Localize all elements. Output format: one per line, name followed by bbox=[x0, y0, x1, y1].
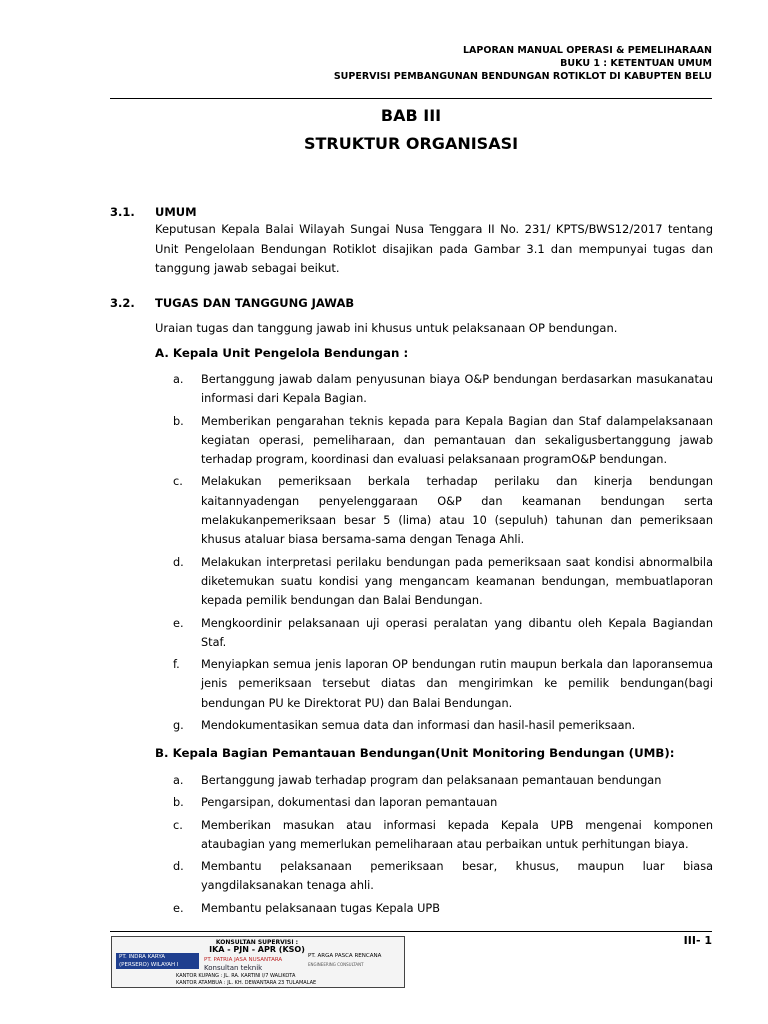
section-paragraph: Keputusan Kepala Balai Wilayah Sungai Nusa Tenggara II No. 231/ KPTS/BWS12/2017 tentang Unit Pengelolaan Bendungan Rotiklot disajikan pada Gambar 3.1 dan mempunyai tugas dan tanggung jawab sebagai beikut. bbox=[155, 222, 713, 275]
logo-heading: KONSULTAN SUPERVISI : bbox=[215, 939, 299, 946]
list-item bbox=[173, 553, 713, 611]
logo-addresses bbox=[176, 973, 316, 986]
list-item bbox=[173, 412, 713, 470]
consultant-logo bbox=[111, 936, 405, 988]
logo-indra-karya bbox=[116, 953, 199, 969]
chapter-title: STRUKTUR ORGANISASI bbox=[303, 134, 519, 153]
logo-company-name: PT. ARGA PASCA RENCANA bbox=[308, 953, 382, 959]
list-item bbox=[173, 793, 713, 812]
list-marker: c. bbox=[173, 818, 183, 832]
logo-patria-jasa bbox=[204, 957, 304, 971]
list-marker: f. bbox=[173, 658, 180, 672]
list-item-text: Bertanggung jawab terhadap program dan pelaksanaan pemantauan bendungan bbox=[201, 774, 662, 787]
logo-address-atambua: KANTOR ATAMBUA : JL. KH. DEWANTARA 23 TULAMALAE bbox=[176, 979, 317, 986]
list-item bbox=[173, 816, 713, 855]
logo-company-name: PT. INDRA KARYA bbox=[119, 954, 166, 960]
list-marker: e. bbox=[173, 901, 184, 915]
page-number: III- 1 bbox=[683, 934, 712, 947]
subsection-title: B. Kepala Bagian Pemantauan Bendungan(Unit Monitoring Bendungan (UMB): bbox=[155, 746, 675, 760]
list-marker: b. bbox=[173, 796, 184, 810]
list-item-text: Membantu pelaksanaan tugas Kepala UPB bbox=[201, 901, 440, 915]
section-title: UMUM bbox=[155, 205, 197, 219]
header-project-title: SUPERVISI PEMBANGUNAN BENDUNGAN ROTIKLOT DI KABUPTEN BELU bbox=[333, 71, 712, 82]
list-marker: e. bbox=[173, 616, 184, 630]
list-item-text: Melakukan interpretasi perilaku bendungan pada pemeriksaan saat kondisi abnormalbila diketemukan suatu kondisi yang mengancam keamanan bendungan, membuatlaporan kepada pemilik bendungan dan Balai Bendungan. bbox=[201, 555, 713, 608]
list-item-text: Memberikan pengarahan teknis kepada para Kepala Bagian dan Staf dalampelaksanaan kegiatan operasi, pemeliharaan, dan pemantauan dan sekaligusbertanggung jawab terhadap program, koordinasi dan evaluasi pelaksanaan programO&P bendungan. bbox=[201, 414, 713, 467]
header-report-title: LAPORAN MANUAL OPERASI & PEMELIHARAAN bbox=[463, 45, 712, 56]
list-marker: a. bbox=[173, 373, 184, 386]
list-item bbox=[173, 370, 713, 409]
subsection-title: A. Kepala Unit Pengelola Bendungan : bbox=[155, 346, 409, 360]
chapter-number: BAB III bbox=[380, 106, 442, 125]
section-intro: Uraian tugas dan tanggung jawab ini khusus untuk pelaksanaan OP bendungan. bbox=[155, 321, 618, 335]
list-marker: g. bbox=[173, 719, 184, 733]
list-item bbox=[173, 655, 713, 713]
logo-company-name: PT. PATRIA JASA NUSANTARA bbox=[204, 957, 283, 963]
list-item bbox=[173, 899, 713, 918]
list-item-text: Menyiapkan semua jenis laporan OP bendungan rutin maupun berkala dan laporansemua jenis pemeriksaan tersebut diatas dan mengirimkan ke pemilik bendungan(bagi bendungan PU ke Direktorat PU) dan Balai Bendungan. bbox=[201, 658, 713, 710]
logo-company-region: (PERSERO) WILAYAH I bbox=[119, 962, 179, 968]
list-marker: d. bbox=[173, 860, 184, 874]
logo-company-tagline: Konsultan teknik bbox=[204, 963, 263, 972]
task-list-b bbox=[173, 771, 713, 921]
section-number: 3.2. bbox=[110, 296, 135, 310]
logo-company-tagline: ENGINEERING CONSULTANT bbox=[308, 961, 364, 967]
list-item bbox=[173, 472, 713, 549]
list-marker: a. bbox=[173, 774, 184, 787]
list-item-text: Melakukan pemeriksaan berkala terhadap perilaku dan kinerja bendungan kaitannyadengan penyelenggaraan O&P dan keamanan bendungan serta melakukanpemeriksaan besar 5 (lima) atau 10 (sepuluh) tahunan dan pemeriksaan khusus ataluar biasa bersama-sama dengan Tenaga Ahli. bbox=[201, 475, 713, 547]
list-item-text: Pengarsipan, dokumentasi dan laporan pemantauan bbox=[201, 796, 498, 810]
list-item bbox=[173, 771, 713, 790]
header-divider bbox=[110, 98, 712, 99]
logo-address-kupang: KANTOR KUPANG : JL. RA. KARTINI I/7 WALIKOTA bbox=[176, 973, 296, 979]
section-number: 3.1. bbox=[110, 205, 135, 219]
list-item-text: Memberikan masukan atau informasi kepada Kepala UPB mengenai komponen ataubagian yang memerlukan pemeliharaan atau perbaikan untuk perhitungan biaya. bbox=[201, 818, 713, 851]
list-marker: d. bbox=[173, 555, 184, 569]
task-list-a bbox=[173, 370, 713, 738]
list-marker: c. bbox=[173, 475, 183, 489]
list-item-text: Membantu pelaksanaan pemeriksaan besar, khusus, maupun luar biasa yangdilaksanakan tenaga ahli. bbox=[201, 860, 713, 893]
header-book-title: BUKU 1 : KETENTUAN UMUM bbox=[560, 58, 712, 69]
list-item-text: Mengkoordinir pelaksanaan uji operasi peralatan yang dibantu oleh Kepala Bagiandan Staf. bbox=[201, 616, 713, 649]
list-marker: b. bbox=[173, 414, 184, 428]
footer-divider bbox=[110, 931, 712, 932]
list-item-text: Bertanggung jawab dalam penyusunan biaya O&P bendungan berdasarkan masukanatau informasi dari Kepala Bagian. bbox=[201, 373, 713, 406]
list-item bbox=[173, 614, 713, 653]
list-item-text: Mendokumentasikan semua data dan informasi dan hasil-hasil pemeriksaan. bbox=[201, 719, 636, 733]
logo-consortium: IKA - PJN - APR (KSO) bbox=[209, 945, 305, 954]
list-item bbox=[173, 857, 713, 896]
section-title: TUGAS DAN TANGGUNG JAWAB bbox=[155, 296, 355, 310]
document-header bbox=[334, 44, 712, 83]
logo-arga-pasca bbox=[308, 953, 398, 969]
list-item bbox=[173, 716, 713, 735]
